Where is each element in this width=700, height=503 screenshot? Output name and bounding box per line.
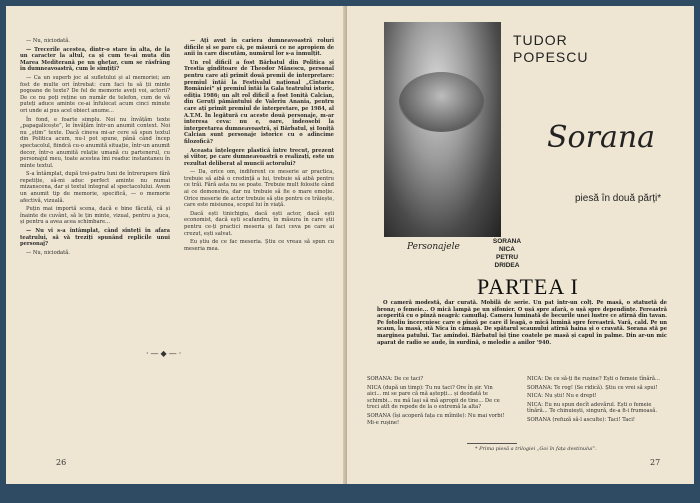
paragraph: — Ca un superb joc al sufletului și al memoriei; am fost de multe ori întrebat: cum faci tu să ții minte pogoane de texte? De fel de memorie aveți voi, actorii? De ce nu poți reține un număr de telefon, cum de vă puteți aduce aminte ce-ai înfulecat acum cinci minute ori unde ai pus acel obiect anume... — [20, 74, 170, 114]
paragraph: — Trecerile acestea, dintr-o stare în alta, de la un caracter la altul, ca și cum te-ai muta din Marea Mediterană pe un ghețar, cum se răsfrâng în dumneavoastră, cum le simțiți? — [20, 46, 170, 73]
play-subtitle: piesă în două părți* — [575, 193, 662, 204]
paragraph: În fond, e foarte simplu. Noi nu învățăm texte „papagalicește”, le învățăm într-un anumit context. Noi nu „știm” texte. Dacă cineva mi-ar cere să spun textul din Politica acum, nu-l pot spune, până când încep spectacolul, fiindcă cu-o anumită situație, într-un anumit decor, într-o anumită relație umană cu partenerul, cu personajul meu, toate acestea îmi readuc instantaneu în minte textul. — [20, 116, 170, 169]
dialogue-line: NICA: De ce să-ți fie rușine? Ești o femeie tînără... — [527, 376, 660, 382]
page-number-left: 26 — [56, 458, 67, 467]
paragraph: — Ați avut în cariera dumneavoastră roluri dificile și se pare că, pe măsură ce ne apropiem de anii în care discutăm, numărul lor s-a înmulțit. — [184, 38, 334, 58]
author-portrait-photo — [384, 22, 501, 237]
paragraph: — Nu, niciodată. — [26, 38, 70, 44]
character-name: DRIDEA — [494, 262, 520, 269]
left-column-1 — [20, 38, 170, 258]
dialogue-line: NICA (după un timp): Tu nu taci? Ore în șir. Vin aici... mi se pare că mă aștepți... și deodată te schimbi... nu mă lași să mă apropii de tine... De ce treci atît de repede de la o extremă la alta? — [367, 384, 500, 411]
page-number-right: 27 — [650, 458, 661, 467]
paragraph: — Nu vi s-a întâmplat, când sînteți în afara teatrului, să vă treziți spunând replicile unui personaj? — [20, 228, 170, 248]
left-page — [6, 6, 347, 484]
dialogue-line: SORANA: De ce taci? — [367, 376, 424, 382]
paragraph: Un rol dificil a fost Bărbatul din Politica și Trestia gînditoare de Theodor Mănescu, personal pentru care ați primit două premii de interpretare: premiul întâi la Festivalul național „Cîntarea României” și premiul întâi la Gala teatrului istoric, ediția 1986; un alt rol dificil a fost Ionită Calcian, din Geruți pământului de Valeriu Anania, pentru care ați primit premiul de interpretare, pe 1984, al A.T.M. În legătură cu aceste două personaje, m-ar interesa ceva: nu e, oare, îndeosebi la interpretarea dumneavoastră, și Bărbatul, și Ioniță Calcian sunt personaje istorice cu o adîncime filozofică? — [184, 59, 334, 145]
dialogue-column-right — [527, 376, 667, 426]
paragraph: Dacă ești tinichigiu, dacă ești actor, dacă ești economist, dacă ești scafandru, în măsura în care știi pentru ce-ți practici meseria și faci ceva pe care ai crezut, ești salvat. — [184, 210, 334, 237]
play-title: Sorana — [547, 120, 656, 155]
character-name: PETRU — [495, 254, 519, 261]
left-column-2 — [184, 38, 334, 254]
dialogue-line: NICA: Nu știi! Nu e drept! — [527, 393, 597, 400]
part-heading: PARTEA I — [477, 274, 579, 299]
paragraph: Aceasta înțelegere plastică între trecut, prezent și viitor, pe care dumneavoastră o realizați, este un rezultat deliberat al muncii actorului? — [184, 147, 334, 167]
characters-list — [482, 238, 532, 270]
stage-direction-text: O cameră modestă, dar curată. Mobilă de serie. Un pat într-un colț. Pe masă, o statuetă de bronz; o femeie... O mică lampă pe un șifonier. O ușă spre afară, o ușă spre dependințe. Fereastră acoperită cu o pînză neagră: camuflaj. Camera luminată de becurile unei lustre ce atîrnă din tavan. Pe fotoliu încercuiesc care o pînză pe care îl leagă, o mică lumină spre fereastră. Vară, cald. Pe un scaun, la masă, stă Nica în cămașă. De spătarul scaunului atîrnă haina și o cravată. Sorana stă pe marginea patului. Tac amîndoi. Bărbatul își ține coatele pe masă și capul în palme. Din ar-un mic aparat de radio se aude, în surdină, o melodie a anilor '940. — [377, 300, 667, 346]
dialogue-line: SORANA (își acoperă fața cu mîinile): Nu mai vorbi! Mi-e rușine! — [367, 412, 505, 426]
stage-direction — [377, 300, 667, 347]
dialogue-column-left — [367, 376, 507, 428]
paragraph: Eu știu de ce fac meseria. Știu ce vreau să spun cu meseria mea. — [184, 239, 334, 252]
dialogue-line: SORANA: Te rog! (Se ridică). Știu ce vrei să spui! — [527, 384, 658, 391]
character-name: SORANA — [492, 238, 522, 245]
footnote: * Prima piesă a trilogiei „Goi în fața destinului”. — [475, 446, 597, 452]
paragraph: — Da, orice om, indiferent ce meserie ar practica, trebuie să aibă o credință a lui, trebuie să aibă pentru ce trăi. Fără asta nu se poate. Trebuie mult folosite când ai ce demonstra, dar nu trebuie să fie o mare emoție. Orice meserie de actor trebuie să știe pentru ce trăiește, care este misiunea, scopul lui în viață. — [184, 169, 334, 209]
author-first-name: TUDOR — [513, 32, 568, 48]
paragraph: Puțin mai importă scena, dacă e bine făcută, că și înainte de cuvânt, să le țin minte, vizual, pentru a juca, și pentru a avea acea schimbare... — [20, 206, 170, 226]
footnote-rule — [467, 443, 517, 444]
author-name — [513, 32, 588, 66]
paragraph: S-a întâmplat, după trei-patru luni de întrerupere fără repetiție, să-mi aduc perfect aminte nu numai mizanscena, dar și textul integral al spectacolului. Avem un anumit tip de memorie, specifică, — o memorie afectivă, vizuală. — [20, 171, 170, 204]
right-page — [347, 6, 694, 484]
character-name: NICA — [499, 246, 515, 253]
dialogue-line: SORANA (refuză să-l asculte): Taci! Taci! — [527, 416, 635, 423]
ornament-divider: ·—◆—· — [146, 349, 184, 358]
paragraph: — Nu, niciodată. — [26, 249, 70, 256]
characters-label: Personajele — [407, 242, 460, 252]
author-last-name: POPESCU — [513, 49, 589, 65]
dialogue-line: NICA: Eu nu spun decît adevărul. Ești o femeie tînără... Te chinuiești, singură, de-a fi-i frumoasă. — [527, 401, 658, 415]
